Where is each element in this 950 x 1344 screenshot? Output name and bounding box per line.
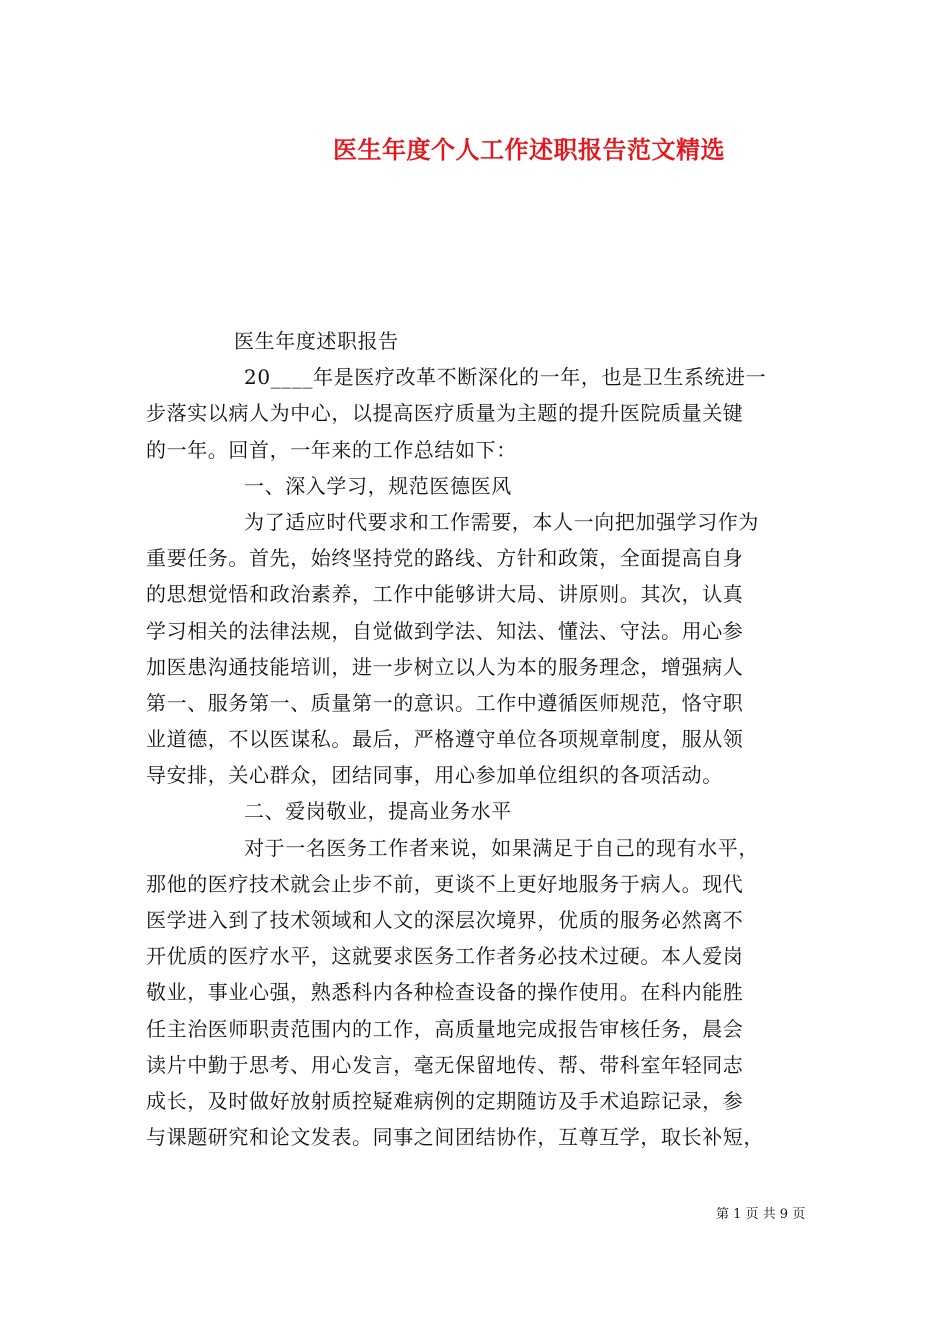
paragraph-line: 第一、服务第一、质量第一的意识。工作中遵循医师规范，恪守职	[146, 690, 744, 715]
document-body	[146, 323, 809, 1155]
paragraph-line: 业道德，不以医谋私。最后，严格遵守单位各项规章制度，服从领	[146, 727, 744, 752]
paragraph-line: 与课题研究和论文发表。同事之间团结协作，互尊互学，取长补短，	[146, 1125, 764, 1150]
section-heading: 一、深入学习，规范医德医风	[244, 473, 512, 498]
paragraph-line: 开优质的医疗水平，这就要求医务工作者务必技术过硬。本人爱岗	[146, 944, 744, 969]
paragraph-line: 读片中勤于思考、用心发言，毫无保留地传、帮、带科室年轻同志	[146, 1052, 744, 1077]
paragraph-line: 导安排，关心群众，团结同事，用心参加单位组织的各项活动。	[146, 763, 723, 788]
paragraph-line: 对于一名医务工作者来说，如果满足于自己的现有水平，	[244, 835, 759, 860]
paragraph-line: 的思想觉悟和政治素养，工作中能够讲大局、讲原则。其次，认真	[146, 582, 744, 607]
paragraph-line: 的一年。回首，一年来的工作总结如下：	[146, 437, 517, 462]
subtitle: 医生年度述职报告	[234, 329, 399, 353]
paragraph-line: 步落实以病人为中心，以提高医疗质量为主题的提升医院质量关键	[146, 401, 744, 426]
paragraph-line: 为了适应时代要求和工作需要，本人一向把加强学习作为	[244, 509, 759, 534]
paragraph-line: 20____年是医疗改革不断深化的一年，也是卫生系统进一	[244, 365, 767, 390]
page-number: 第 1 页 共 9 页	[716, 1207, 806, 1222]
paragraph-line: 学习相关的法律法规，自觉做到学法、知法、懂法、守法。用心参	[146, 618, 744, 643]
paragraph-line: 任主治医师职责范围内的工作，高质量地完成报告审核任务，晨会	[146, 1016, 744, 1041]
paragraph-line: 加医患沟通技能培训，进一步树立以人为本的服务理念，增强病人	[146, 654, 744, 679]
paragraph-line: 那他的医疗技术就会止步不前，更谈不上更好地服务于病人。现代	[146, 871, 744, 896]
paragraph-line: 医学进入到了技术领域和人文的深层次境界，优质的服务必然离不	[146, 908, 744, 932]
paragraph-line: 成长，及时做好放射质控疑难病例的定期随访及手术追踪记录，参	[146, 1088, 744, 1113]
paragraph-line: 重要任务。首先，始终坚持党的路线、方针和政策，全面提高自身	[146, 546, 744, 571]
paragraph-line: 敬业，事业心强，熟悉科内各种检查设备的操作使用。在科内能胜	[146, 980, 744, 1005]
section-heading: 二、爱岗敬业，提高业务水平	[244, 799, 512, 824]
document-title: 医生年度个人工作述职报告范文精选	[333, 135, 725, 164]
